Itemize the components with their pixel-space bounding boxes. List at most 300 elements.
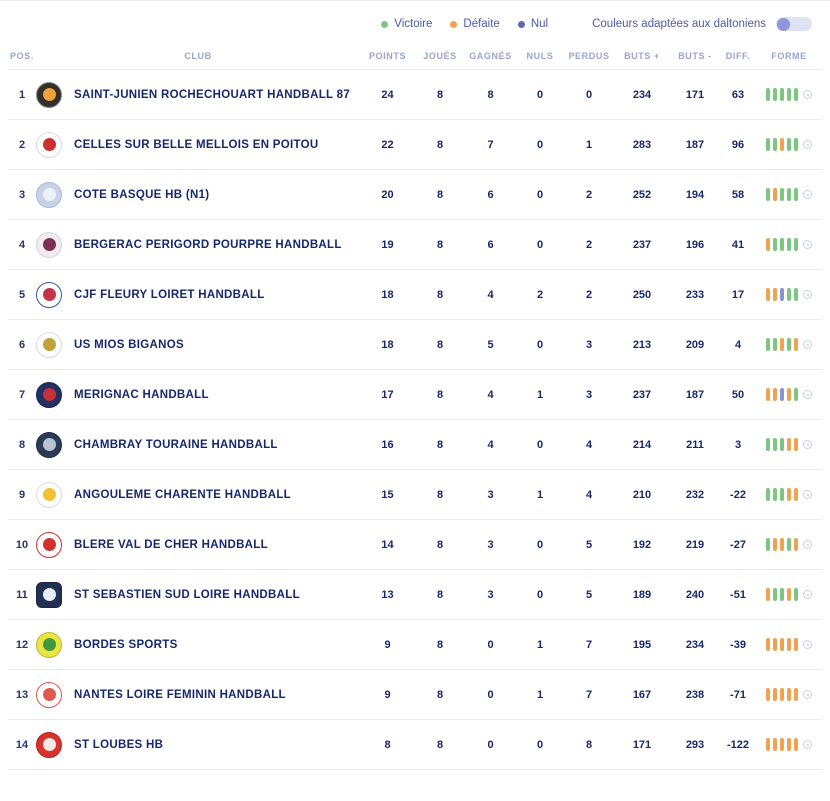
- forme-cell: [756, 338, 822, 351]
- forme-result-bar-d: [787, 588, 791, 601]
- table-row[interactable]: [8, 470, 822, 520]
- club-name: CJF FLEURY LOIRET HANDBALL: [74, 288, 265, 301]
- forme-result-bar-n: [780, 288, 784, 301]
- club-logo-icon: [36, 82, 62, 108]
- gagnes-cell: 3: [487, 538, 494, 551]
- buts-plus-cell: 237: [632, 238, 652, 251]
- forme-result-bar-d: [766, 588, 770, 601]
- perdus-cell: 4: [585, 488, 593, 501]
- table-row[interactable]: [8, 370, 822, 420]
- club-logo-core: [43, 188, 56, 201]
- legend-label-victoire: Victoire: [394, 18, 433, 30]
- forme-cell: [756, 488, 822, 501]
- defaite-dot-icon: [450, 21, 457, 28]
- colorblind-toggle[interactable]: [776, 17, 812, 31]
- club-logo-icon: [36, 382, 62, 408]
- forme-history-icon[interactable]: [803, 340, 812, 349]
- forme-result-bar-d: [794, 488, 798, 501]
- position-cell: 5: [18, 288, 26, 301]
- perdus-cell: 4: [585, 438, 593, 451]
- forme-result-bar-d: [780, 738, 784, 751]
- table-row[interactable]: [8, 720, 822, 770]
- joues-cell: 8: [436, 88, 444, 101]
- header-diff: DIFF.: [725, 50, 751, 61]
- gagnes-cell: 4: [487, 288, 494, 301]
- forme-cell: [756, 588, 822, 601]
- header-pos: POS.: [10, 50, 34, 61]
- joues-cell: 8: [436, 438, 444, 451]
- club-name: US MIOS BIGANOS: [74, 338, 184, 351]
- buts-plus-cell: 283: [632, 138, 652, 151]
- diff-cell: 17: [731, 288, 745, 301]
- nuls-cell: 1: [536, 388, 544, 401]
- position-cell: 2: [18, 138, 26, 151]
- forme-result-bar-d: [773, 538, 777, 551]
- forme-result-bar-d: [766, 638, 770, 651]
- club-name: MERIGNAC HANDBALL: [74, 388, 209, 401]
- position-cell: 9: [18, 488, 26, 501]
- forme-result-bar-v: [773, 138, 777, 151]
- perdus-cell: 5: [585, 588, 593, 601]
- club-logo-core: [43, 338, 56, 351]
- forme-result-bar-v: [773, 438, 777, 451]
- forme-cell: [756, 188, 822, 201]
- header-club: CLUB: [184, 50, 212, 61]
- diff-cell: 41: [731, 238, 745, 251]
- colorblind-label: Couleurs adaptées aux daltoniens: [592, 18, 766, 30]
- gagnes-cell: 5: [487, 338, 494, 351]
- forme-result-bar-v: [787, 188, 791, 201]
- position-cell: 4: [18, 238, 26, 251]
- gagnes-cell: 0: [487, 688, 494, 701]
- diff-cell: -122: [726, 738, 750, 751]
- club-name: ST LOUBES HB: [74, 738, 164, 751]
- colorblind-control: [592, 17, 812, 31]
- buts-plus-cell: 214: [632, 438, 652, 451]
- buts-moins-cell: 233: [685, 288, 705, 301]
- joues-cell: 8: [436, 488, 444, 501]
- club-name: CHAMBRAY TOURAINE HANDBALL: [74, 438, 278, 451]
- gagnes-cell: 4: [487, 388, 494, 401]
- club-logo-icon: [36, 232, 62, 258]
- legend-label-nul: Nul: [530, 18, 549, 30]
- table-row[interactable]: [8, 320, 822, 370]
- points-cell: 13: [381, 588, 394, 601]
- forme-history-icon[interactable]: [803, 190, 812, 199]
- club-cell: [36, 482, 360, 508]
- club-logo-core: [43, 738, 56, 751]
- club-logo-icon: [36, 132, 62, 158]
- forme-result-bar-v: [780, 588, 784, 601]
- club-cell: [36, 332, 360, 358]
- forme-result-bar-v: [766, 438, 770, 451]
- gagnes-cell: 6: [487, 188, 494, 201]
- club-cell: [36, 132, 360, 158]
- buts-plus-cell: 252: [632, 188, 652, 201]
- buts-moins-cell: 209: [685, 338, 705, 351]
- points-cell: 15: [381, 488, 394, 501]
- joues-cell: 8: [436, 138, 444, 151]
- forme-result-bar-v: [787, 288, 791, 301]
- forme-result-bar-v: [766, 338, 770, 351]
- forme-result-bar-d: [794, 688, 798, 701]
- forme-result-bar-d: [773, 288, 777, 301]
- buts-plus-cell: 234: [632, 88, 652, 101]
- header-gagnes: GAGNÉS: [469, 50, 512, 61]
- forme-history-icon[interactable]: [803, 290, 812, 299]
- forme-result-bar-d: [780, 638, 784, 651]
- forme-history-icon[interactable]: [803, 90, 812, 99]
- club-logo-core: [43, 388, 56, 401]
- nuls-cell: 0: [536, 88, 544, 101]
- table-row[interactable]: [8, 220, 822, 270]
- forme-result-bar-v: [787, 238, 791, 251]
- forme-result-bar-v: [780, 88, 784, 101]
- club-logo-core: [43, 638, 56, 651]
- points-cell: 19: [381, 238, 394, 251]
- nuls-cell: 2: [536, 288, 544, 301]
- forme-result-bar-v: [794, 188, 798, 201]
- position-cell: 1: [18, 88, 26, 101]
- position-cell: 6: [18, 338, 26, 351]
- position-cell: 3: [18, 188, 26, 201]
- forme-result-bar-d: [766, 288, 770, 301]
- header-nuls: NULS: [526, 50, 554, 61]
- club-logo-core: [43, 488, 56, 501]
- table-header: [8, 42, 822, 70]
- nuls-cell: 0: [536, 238, 544, 251]
- forme-result-bar-d: [794, 338, 798, 351]
- diff-cell: 50: [731, 388, 745, 401]
- forme-history-icon[interactable]: [803, 390, 812, 399]
- header-joues: JOUÉS: [423, 50, 457, 61]
- buts-moins-cell: 219: [685, 538, 705, 551]
- nuls-cell: 0: [536, 538, 544, 551]
- forme-result-bar-d: [780, 138, 784, 151]
- club-logo-core: [43, 688, 56, 701]
- club-logo-icon: [36, 732, 62, 758]
- diff-cell: -71: [730, 688, 746, 701]
- forme-history-icon[interactable]: [803, 440, 812, 449]
- club-logo-core: [43, 538, 56, 551]
- perdus-cell: 0: [585, 88, 593, 101]
- club-cell: [36, 582, 360, 608]
- forme-result-bar-v: [787, 338, 791, 351]
- forme-result-bar-v: [787, 138, 791, 151]
- forme-cell: [756, 288, 822, 301]
- forme-cell: [756, 88, 822, 101]
- nuls-cell: 0: [536, 588, 544, 601]
- perdus-cell: 1: [585, 138, 593, 151]
- buts-moins-cell: 187: [685, 388, 705, 401]
- diff-cell: 3: [734, 438, 742, 451]
- legend-item-victoire: [381, 18, 432, 30]
- perdus-cell: 3: [585, 338, 593, 351]
- club-logo-core: [43, 88, 56, 101]
- points-cell: 24: [381, 88, 394, 101]
- forme-result-bar-d: [794, 438, 798, 451]
- forme-result-bar-d: [787, 688, 791, 701]
- buts-plus-cell: 250: [632, 288, 652, 301]
- club-cell: [36, 82, 360, 108]
- buts-moins-cell: 194: [685, 188, 705, 201]
- club-name: ANGOULEME CHARENTE HANDBALL: [74, 488, 292, 501]
- joues-cell: 8: [436, 738, 444, 751]
- forme-history-icon[interactable]: [803, 640, 812, 649]
- joues-cell: 8: [436, 388, 444, 401]
- forme-cell: [756, 688, 822, 701]
- forme-history-icon[interactable]: [803, 590, 812, 599]
- club-cell: [36, 382, 360, 408]
- club-logo-icon: [36, 332, 62, 358]
- forme-cell: [756, 438, 822, 451]
- table-row[interactable]: [8, 520, 822, 570]
- club-name: BLERE VAL DE CHER HANDBALL: [74, 538, 268, 551]
- forme-cell: [756, 638, 822, 651]
- forme-result-bar-v: [787, 88, 791, 101]
- forme-result-bar-d: [773, 688, 777, 701]
- forme-result-bar-d: [766, 738, 770, 751]
- gagnes-cell: 8: [487, 88, 494, 101]
- legend-item-nul: [518, 18, 548, 30]
- club-cell: [36, 232, 360, 258]
- header-buts-moins: BUTS -: [678, 50, 712, 61]
- forme-result-bar-d: [780, 338, 784, 351]
- legend-label-defaite: Défaite: [463, 18, 500, 30]
- club-name: COTE BASQUE HB (N1): [74, 188, 210, 201]
- diff-cell: -22: [730, 488, 746, 501]
- buts-moins-cell: 187: [685, 138, 705, 151]
- diff-cell: 63: [731, 88, 745, 101]
- forme-result-bar-v: [794, 588, 798, 601]
- buts-moins-cell: 240: [685, 588, 705, 601]
- club-cell: [36, 632, 360, 658]
- points-cell: 16: [381, 438, 394, 451]
- diff-cell: 96: [731, 138, 745, 151]
- toggle-knob: [777, 18, 790, 31]
- forme-result-bar-d: [766, 238, 770, 251]
- gagnes-cell: 7: [487, 138, 494, 151]
- club-logo-core: [43, 238, 56, 251]
- forme-result-bar-v: [773, 88, 777, 101]
- forme-result-bar-v: [794, 388, 798, 401]
- forme-result-bar-d: [787, 738, 791, 751]
- perdus-cell: 7: [585, 688, 593, 701]
- gagnes-cell: 0: [487, 738, 494, 751]
- nul-dot-icon: [518, 21, 525, 28]
- table-body: [0, 70, 830, 770]
- club-logo-icon: [36, 532, 62, 558]
- forme-result-bar-v: [794, 288, 798, 301]
- table-row[interactable]: [8, 170, 822, 220]
- buts-plus-cell: 189: [632, 588, 652, 601]
- table-row[interactable]: [8, 570, 822, 620]
- diff-cell: -51: [730, 588, 746, 601]
- forme-result-bar-d: [766, 688, 770, 701]
- gagnes-cell: 4: [487, 438, 494, 451]
- standings-table: [0, 42, 830, 770]
- club-name: SAINT-JUNIEN ROCHECHOUART HANDBALL 87: [74, 88, 351, 101]
- forme-history-icon[interactable]: [803, 740, 812, 749]
- legend-item-defaite: [450, 18, 499, 30]
- points-cell: 18: [381, 288, 394, 301]
- position-cell: 14: [15, 738, 29, 751]
- club-cell: [36, 532, 360, 558]
- club-name: BERGERAC PERIGORD POURPRE HANDBALL: [74, 238, 342, 251]
- forme-history-icon[interactable]: [803, 490, 812, 499]
- joues-cell: 8: [436, 538, 444, 551]
- forme-result-bar-d: [794, 638, 798, 651]
- forme-cell: [756, 388, 822, 401]
- position-cell: 12: [15, 638, 29, 651]
- forme-result-bar-d: [787, 438, 791, 451]
- forme-result-bar-v: [773, 238, 777, 251]
- forme-result-bar-v: [773, 588, 777, 601]
- nuls-cell: 1: [536, 488, 544, 501]
- buts-plus-cell: 167: [632, 688, 652, 701]
- club-logo-icon: [36, 582, 62, 608]
- points-cell: 14: [381, 538, 394, 551]
- forme-result-bar-v: [794, 238, 798, 251]
- table-row[interactable]: [8, 620, 822, 670]
- header-points: POINTS: [368, 50, 407, 61]
- buts-plus-cell: 195: [632, 638, 652, 651]
- nuls-cell: 1: [536, 688, 544, 701]
- perdus-cell: 5: [585, 538, 593, 551]
- table-row[interactable]: [8, 70, 822, 120]
- legend: [381, 18, 548, 30]
- forme-result-bar-v: [773, 488, 777, 501]
- position-cell: 10: [15, 538, 29, 551]
- diff-cell: 58: [731, 188, 745, 201]
- joues-cell: 8: [436, 188, 444, 201]
- joues-cell: 8: [436, 288, 444, 301]
- buts-moins-cell: 232: [685, 488, 705, 501]
- club-logo-icon: [36, 182, 62, 208]
- forme-result-bar-d: [794, 738, 798, 751]
- buts-moins-cell: 293: [685, 738, 705, 751]
- club-name: NANTES LOIRE FEMININ HANDBALL: [74, 688, 286, 701]
- points-cell: 8: [384, 738, 391, 751]
- forme-result-bar-d: [787, 388, 791, 401]
- perdus-cell: 2: [585, 288, 593, 301]
- joues-cell: 8: [436, 638, 444, 651]
- victoire-dot-icon: [381, 21, 388, 28]
- forme-result-bar-d: [780, 688, 784, 701]
- table-row[interactable]: [8, 670, 822, 720]
- position-cell: 8: [18, 438, 26, 451]
- points-cell: 9: [384, 638, 391, 651]
- club-cell: [36, 682, 360, 708]
- diff-cell: -39: [730, 638, 746, 651]
- perdus-cell: 8: [585, 738, 593, 751]
- gagnes-cell: 6: [487, 238, 494, 251]
- buts-plus-cell: 237: [632, 388, 652, 401]
- joues-cell: 8: [436, 338, 444, 351]
- perdus-cell: 7: [585, 638, 593, 651]
- forme-result-bar-v: [766, 488, 770, 501]
- gagnes-cell: 3: [487, 488, 494, 501]
- gagnes-cell: 0: [487, 638, 494, 651]
- header-perdus: PERDUS: [568, 50, 610, 61]
- points-cell: 20: [381, 188, 394, 201]
- nuls-cell: 0: [536, 138, 544, 151]
- club-name: CELLES SUR BELLE MELLOIS EN POITOU: [74, 138, 319, 151]
- perdus-cell: 3: [585, 388, 593, 401]
- club-cell: [36, 182, 360, 208]
- points-cell: 9: [384, 688, 391, 701]
- position-cell: 7: [18, 388, 26, 401]
- joues-cell: 8: [436, 588, 444, 601]
- forme-result-bar-d: [780, 538, 784, 551]
- buts-moins-cell: 234: [685, 638, 705, 651]
- nuls-cell: 0: [536, 338, 544, 351]
- club-logo-icon: [36, 482, 62, 508]
- forme-result-bar-d: [773, 638, 777, 651]
- club-logo-icon: [36, 632, 62, 658]
- gagnes-cell: 3: [487, 588, 494, 601]
- points-cell: 17: [381, 388, 394, 401]
- forme-result-bar-d: [766, 388, 770, 401]
- perdus-cell: 2: [585, 188, 593, 201]
- perdus-cell: 2: [585, 238, 593, 251]
- buts-moins-cell: 211: [686, 438, 704, 451]
- forme-history-icon[interactable]: [803, 690, 812, 699]
- nuls-cell: 0: [536, 188, 544, 201]
- forme-result-bar-v: [780, 438, 784, 451]
- club-cell: [36, 732, 360, 758]
- buts-moins-cell: 171: [685, 88, 705, 101]
- forme-result-bar-v: [773, 338, 777, 351]
- club-logo-core: [43, 588, 56, 601]
- buts-plus-cell: 210: [632, 488, 652, 501]
- forme-result-bar-v: [780, 188, 784, 201]
- forme-history-icon[interactable]: [803, 140, 812, 149]
- nuls-cell: 1: [536, 638, 544, 651]
- club-logo-core: [43, 138, 56, 151]
- buts-moins-cell: 196: [685, 238, 705, 251]
- position-cell: 11: [16, 588, 28, 601]
- forme-history-icon[interactable]: [803, 240, 812, 249]
- club-logo-core: [43, 438, 56, 451]
- position-cell: 13: [15, 688, 29, 701]
- nuls-cell: 0: [536, 738, 544, 751]
- forme-result-bar-v: [780, 238, 784, 251]
- points-cell: 18: [381, 338, 394, 351]
- buts-moins-cell: 238: [685, 688, 705, 701]
- table-row[interactable]: [8, 120, 822, 170]
- forme-result-bar-v: [794, 88, 798, 101]
- club-logo-icon: [36, 432, 62, 458]
- table-row[interactable]: [8, 270, 822, 320]
- club-cell: [36, 432, 360, 458]
- forme-result-bar-v: [766, 138, 770, 151]
- club-logo-core: [43, 288, 56, 301]
- forme-cell: [756, 538, 822, 551]
- nuls-cell: 0: [536, 438, 544, 451]
- forme-result-bar-n: [780, 388, 784, 401]
- buts-plus-cell: 192: [632, 538, 652, 551]
- points-cell: 22: [381, 138, 394, 151]
- forme-result-bar-d: [773, 388, 777, 401]
- forme-cell: [756, 238, 822, 251]
- forme-history-icon[interactable]: [803, 540, 812, 549]
- table-row[interactable]: [8, 420, 822, 470]
- club-name: BORDES SPORTS: [74, 638, 178, 651]
- header-forme: FORME: [771, 50, 807, 61]
- joues-cell: 8: [436, 688, 444, 701]
- buts-plus-cell: 213: [632, 338, 652, 351]
